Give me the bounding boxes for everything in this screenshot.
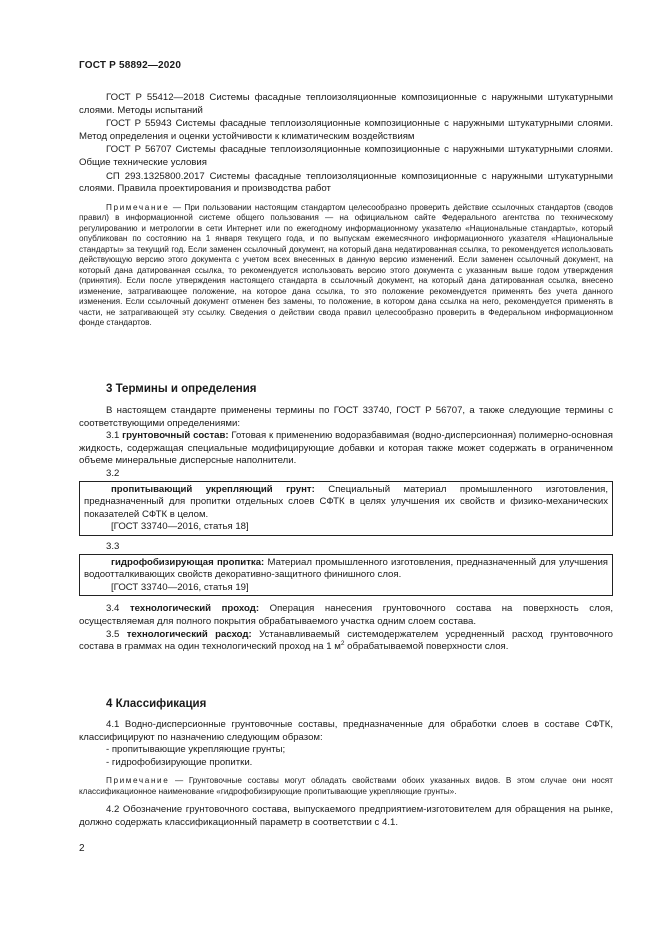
term-box-3-3	[79, 554, 613, 597]
reference-item: ГОСТ Р 56707 Системы фасадные теплоизоляционные композиционные с наружными штукатурными слоями. Общие технические условия	[79, 144, 613, 168]
superscript: 2	[340, 640, 345, 648]
term-3-1	[79, 430, 613, 468]
note-label: Примечание	[106, 202, 170, 212]
section-3	[79, 383, 613, 654]
term-number: 3.4	[106, 603, 120, 615]
term-definition: Готовая к применению водоразбавимая (водно-дисперсионная) полимерно-основная жидкость, содержащая специальные модифицирующие добавки и которая также может содержать в ограниченном объеме минеральные дисперсные наполнители.	[79, 430, 613, 467]
note-label: Примечание	[106, 776, 170, 786]
note-text: — Грунтовочные составы могут обладать свойствами обоих указанных видов. В этом случае они носят классификационное наименование «гидрофобизирующие пропитывающие укрепляющие грунты».	[79, 776, 613, 796]
paragraph-4-1: 4.1 Водно-дисперсионные грунтовочные составы, предназначенные для обработки слоев в составе СФТК, классифицируют по назначению следующим образом:	[79, 719, 613, 743]
term-3-5	[79, 629, 613, 654]
reference-item: ГОСТ Р 55943 Системы фасадные теплоизоляционные композиционные с наружными штукатурными слоями. Метод определения и оценки устойчивости к климатическим воздействиям	[79, 118, 613, 142]
note-paragraph	[79, 203, 613, 329]
term-source: [ГОСТ 33740—2016, статья 18]	[111, 521, 249, 533]
note-text: — При пользовании настоящим стандартом целесообразно проверить действие ссылочных стандартов (сводов правил) в информационной системе общего пользования — на официальном сайте Федерального агентства по техническому регулированию и метрологии в сети Интернет или по ежегодному информационному указателю «Национальные стандарты», который опубликован по состоянию на 1 января текущего года, и по выпускам ежемесячного информационного указателя «Национальные стандарты» за текущий год. Если заменен ссылочный документ, на который дана недатированная ссылка, то рекомендуется использовать действующую версию этого документа с учетом всех внесенных в данную версию изменений. Если заменен ссылочный документ, на который дана датированная ссылка, то рекомендуется использовать версию этого документа с указанным выше годом утверждения (принятия). Если после утверждения настоящего стандарта в ссылочный документ, на который дана датированная ссылка, внесено изменение, затрагивающее положение, на которое дана ссылка, то это положение рекомендуется применять без учета данного изменения. Если ссылочный документ отменен без замены, то положение, в котором дана ссылка на него, рекомендуется применять в части, не затрагивающей эту ссылку. Сведения о действии свода правил целесообразно проверить в Федеральном информационном фонде стандартов.	[79, 202, 613, 328]
term-definition: Операция нанесения грунтовочного состава на поверхность слоя, осуществляемая для полного покрытия обрабатываемого участка одним слоем состава.	[79, 603, 613, 627]
normative-references	[79, 92, 613, 329]
note-paragraph	[79, 776, 613, 797]
term-box-3-2	[79, 481, 613, 536]
term-name: пропитывающий укрепляющий грунт:	[111, 483, 315, 495]
list-item: - гидрофобизирующие пропитки.	[106, 756, 253, 768]
term-definition: Устанавливаемый системодержателем усредненный расход грунтовочного состава в граммах на один технологический проход на 1 м	[79, 628, 614, 653]
term-number: 3.3	[106, 540, 120, 552]
term-definition: Материал промышленного изготовления, предназначенный для улучшения водоотталкивающих свойств декоративно-защитного финишного слоя.	[84, 556, 608, 581]
section-intro: В настоящем стандарте применены термины по ГОСТ 33740, ГОСТ Р 56707, а также следующие термины с соответствующими определениями:	[79, 405, 613, 429]
term-number: 3.5	[106, 628, 120, 640]
term-name: технологический расход:	[126, 628, 252, 640]
page-number: 2	[79, 843, 85, 854]
reference-item: ГОСТ Р 55412—2018 Системы фасадные теплоизоляционные композиционные с наружными штукатурными слоями. Методы испытаний	[79, 92, 613, 116]
section-4	[79, 698, 613, 830]
term-source: [ГОСТ 33740—2016, статья 19]	[111, 581, 249, 593]
term-number: 3.2	[106, 467, 120, 479]
section-heading: 3 Термины и определения	[106, 383, 257, 395]
term-3-4	[79, 603, 613, 628]
document-header: ГОСТ Р 58892—2020	[79, 60, 182, 71]
term-number: 3.1	[106, 430, 120, 442]
reference-item: СП 293.1325800.2017 Системы фасадные теплоизоляционные композиционные с наружными штукатурными слоями. Правила проектирования и производства работ	[79, 170, 613, 195]
section-heading: 4 Классификация	[106, 698, 207, 710]
term-name: грунтовочный состав:	[122, 430, 229, 442]
paragraph-4-2: 4.2 Обозначение грунтовочного состава, выпускаемого предприятием-изготовителем для обращения на рынке, должно содержать классификационный параметр в соответствии с 4.1.	[79, 804, 613, 828]
list-item: - пропитывающие укрепляющие грунты;	[106, 744, 286, 756]
term-name: технологический проход:	[129, 603, 260, 615]
term-definition: обрабатываемой поверхности слоя.	[344, 641, 509, 653]
term-name: гидрофобизирующая пропитка:	[111, 556, 265, 568]
term-definition: Специальный материал промышленного изготовления, предназначенный для пропитки отдельных слоев СФТК в целях улучшения их свойств и физико-механических показателей СФТК в целом.	[84, 483, 609, 520]
